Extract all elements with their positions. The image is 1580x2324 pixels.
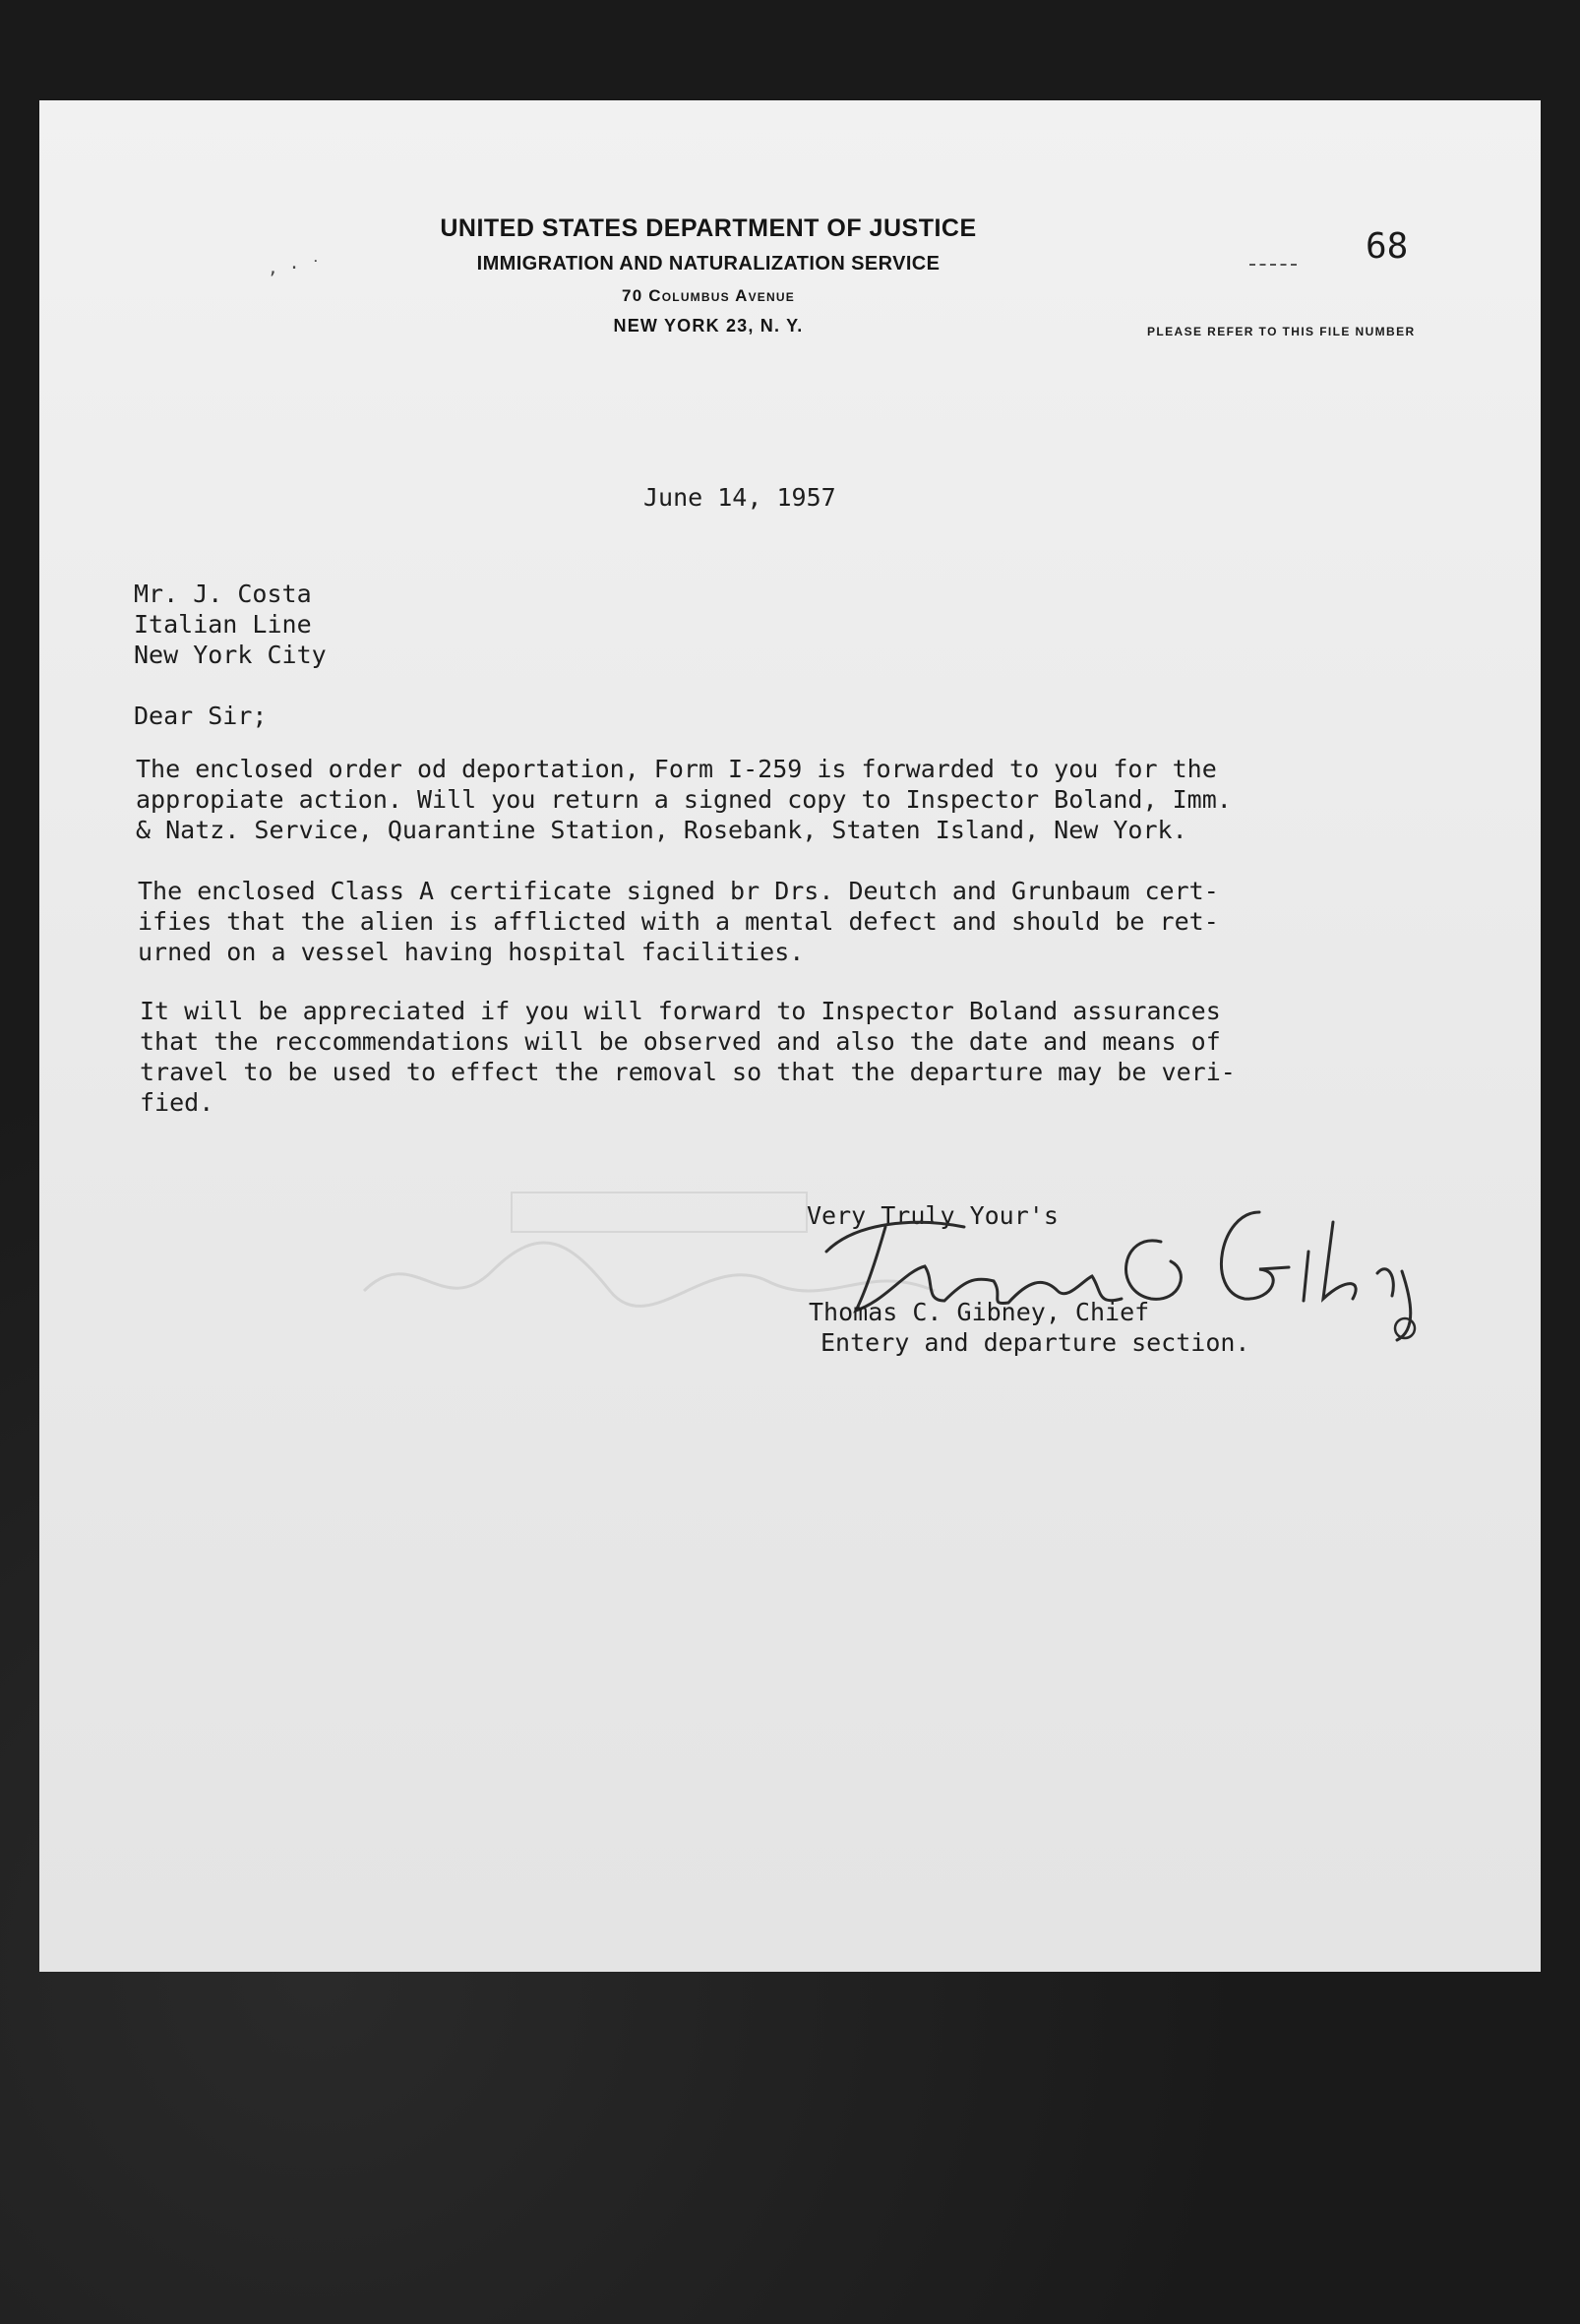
paragraph-2 [138, 876, 1219, 967]
signer-block [809, 1297, 1250, 1358]
signer-name: Thomas C. Gibney, Chief [809, 1298, 1150, 1326]
file-reference-label: PLEASE REFER TO THIS FILE NUMBER [1147, 325, 1416, 338]
addressee-company: Italian Line [134, 610, 312, 639]
signer-section: Entery and departure section. [820, 1328, 1250, 1357]
file-number-dash [1249, 264, 1297, 268]
letterhead-city: NEW YORK 23, N. Y. [613, 316, 804, 336]
corner-marks: ‚ · ˙ [268, 258, 322, 278]
file-number: 68 [1366, 226, 1409, 267]
paragraph-line: ifies that the alien is afflicted with a mental defect and should be ret- [138, 907, 1219, 936]
letterhead-department: UNITED STATES DEPARTMENT OF JUSTICE [440, 214, 977, 242]
paragraph-3 [140, 996, 1236, 1118]
addressee-block [134, 579, 327, 670]
letterhead [334, 211, 1082, 340]
addressee-name: Mr. J. Costa [134, 580, 312, 608]
paragraph-line: appropiate action. Will you return a signed copy to Inspector Boland, Imm. [136, 785, 1232, 814]
closing: Very Truly Your's [807, 1201, 1059, 1230]
paragraph-line: fied. [140, 1088, 214, 1117]
addressee-city: New York City [134, 641, 327, 669]
letter-page [39, 100, 1541, 1972]
paragraph-line: The enclosed Class A certificate signed br Drs. Deutch and Grunbaum cert- [138, 877, 1219, 905]
letter-date: June 14, 1957 [643, 483, 836, 512]
paragraph-1 [136, 754, 1232, 845]
letterhead-service: IMMIGRATION AND NATURALIZATION SERVICE [476, 253, 941, 275]
paragraph-line: It will be appreciated if you will forward to Inspector Boland assurances [140, 997, 1221, 1025]
paragraph-line: & Natz. Service, Quarantine Station, Rosebank, Staten Island, New York. [136, 816, 1187, 844]
salutation: Dear Sir; [134, 702, 268, 730]
paragraph-line: urned on a vessel having hospital facilities. [138, 938, 805, 966]
letterhead-street: 70 Columbus Avenue [622, 286, 795, 305]
paragraph-line: The enclosed order od deportation, Form I-259 is forwarded to you for the [136, 755, 1217, 783]
paragraph-line: travel to be used to effect the removal so that the departure may be veri- [140, 1058, 1236, 1086]
paragraph-line: that the reccommendations will be observed and also the date and means of [140, 1027, 1221, 1056]
